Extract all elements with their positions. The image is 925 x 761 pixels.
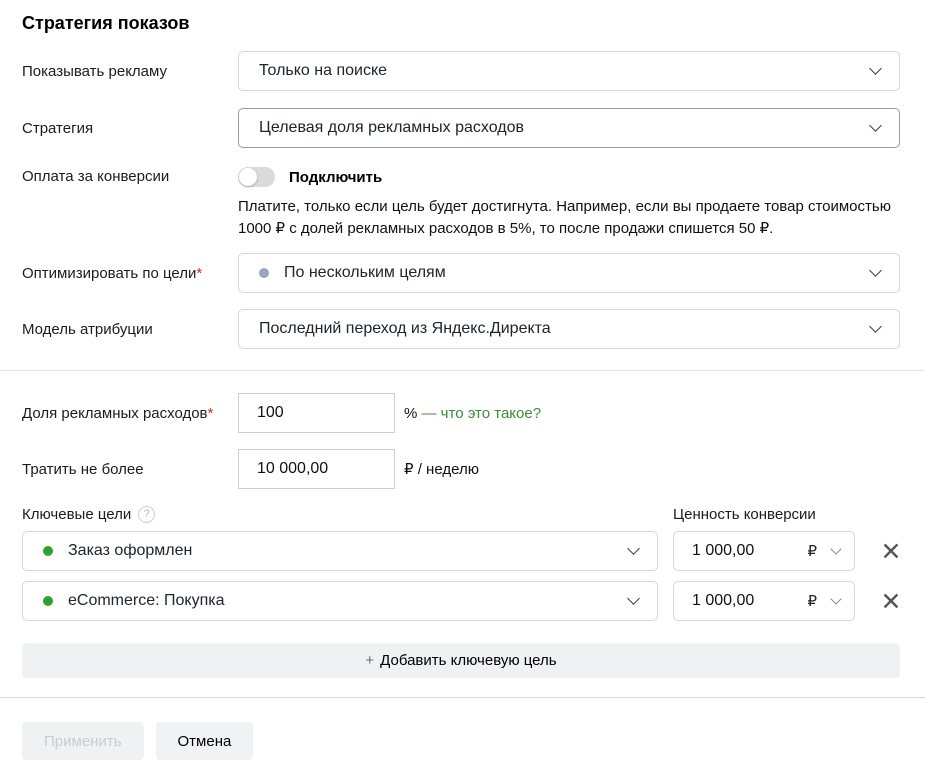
apply-button[interactable]: Применить (22, 722, 144, 760)
remove-goal-button[interactable]: ✕ (880, 586, 902, 616)
cancel-button[interactable]: Отмена (156, 722, 254, 760)
optimize-goal-select[interactable] (238, 253, 900, 293)
show-ads-select[interactable] (238, 51, 900, 91)
help-question-icon[interactable]: ? (138, 506, 155, 523)
conversion-value-combo[interactable] (673, 581, 855, 621)
required-asterisk: * (196, 264, 203, 282)
goal-select[interactable] (22, 581, 658, 621)
pay-per-conversion-description: Платите, только если цель будет достигнута. Например, если вы продаете товар стоимостью 1000 ₽ с долей рекламных расходов в 5%, то после продажи спишется 50 ₽. (238, 198, 891, 237)
weekly-limit-input[interactable] (238, 449, 395, 489)
weekly-limit-unit: ₽ / неделю (404, 461, 479, 478)
chevron-down-icon (830, 593, 841, 604)
row-strategy (22, 108, 900, 148)
goal-dot-icon (43, 546, 53, 556)
key-goals-label: Ключевые цели (22, 506, 132, 523)
weekly-limit-label: Тратить не более (22, 460, 144, 478)
row-optimize-goal (22, 253, 900, 293)
chevron-down-icon (869, 320, 882, 333)
key-goals-header (22, 506, 900, 523)
multi-goal-dot-icon (259, 268, 269, 278)
key-goal-row (22, 531, 900, 571)
row-pay-per-conversion (22, 167, 900, 240)
conversion-value-combo[interactable] (673, 531, 855, 571)
row-attribution (22, 309, 900, 349)
conversion-value: 1 000,00 (692, 592, 755, 609)
currency-label: ₽ (807, 593, 817, 610)
toggle-label: Подключить (289, 168, 383, 186)
row-show-ads (22, 51, 900, 91)
strategy-value: Целевая доля рекламных расходов (259, 119, 524, 136)
footer-actions (22, 722, 900, 760)
required-asterisk: * (207, 404, 214, 422)
pay-per-conversion-toggle[interactable] (238, 167, 275, 187)
cost-share-label: Доля рекламных расходов* (22, 404, 214, 422)
currency-label: ₽ (807, 543, 817, 560)
row-weekly-limit (22, 449, 900, 489)
cost-share-unit: % — что это такое? (404, 404, 542, 422)
show-ads-label: Показывать рекламу (22, 62, 168, 80)
cost-share-input[interactable] (238, 393, 395, 433)
attribution-select[interactable] (238, 309, 900, 349)
chevron-down-icon (869, 62, 882, 75)
chevron-down-icon (830, 543, 841, 554)
section-divider (0, 370, 925, 371)
strategy-select[interactable] (238, 108, 900, 148)
optimize-goal-value: По нескольким целям (284, 264, 446, 281)
chevron-down-icon (627, 542, 640, 555)
toggle-knob (239, 168, 257, 186)
conversion-value-header: Ценность конверсии (673, 506, 816, 523)
conversion-value: 1 000,00 (692, 542, 755, 559)
chevron-down-icon (869, 264, 882, 277)
strategy-label: Стратегия (22, 119, 94, 137)
goal-select[interactable] (22, 531, 658, 571)
plus-icon: + (365, 652, 375, 669)
pay-per-conversion-label: Оплата за конверсии (22, 168, 170, 185)
add-key-goal-button[interactable]: + Добавить ключевую цель (22, 643, 900, 678)
goal-value: eCommerce: Покупка (68, 592, 225, 609)
attribution-value: Последний переход из Яндекс.Директа (259, 320, 551, 337)
attribution-label: Модель атрибуции (22, 320, 153, 338)
remove-goal-button[interactable]: ✕ (880, 536, 902, 566)
page-title: Стратегия показов (22, 13, 190, 33)
goal-dot-icon (43, 596, 53, 606)
goal-value: Заказ оформлен (68, 542, 193, 559)
chevron-down-icon (869, 119, 882, 132)
what-is-it-link[interactable]: — что это такое? (421, 404, 542, 422)
show-ads-value: Только на поиске (259, 62, 388, 79)
row-cost-share (22, 393, 900, 433)
optimize-goal-label: Оптимизировать по цели* (22, 264, 203, 282)
key-goal-row (22, 581, 900, 621)
footer-divider (0, 697, 925, 698)
chevron-down-icon (627, 592, 640, 605)
